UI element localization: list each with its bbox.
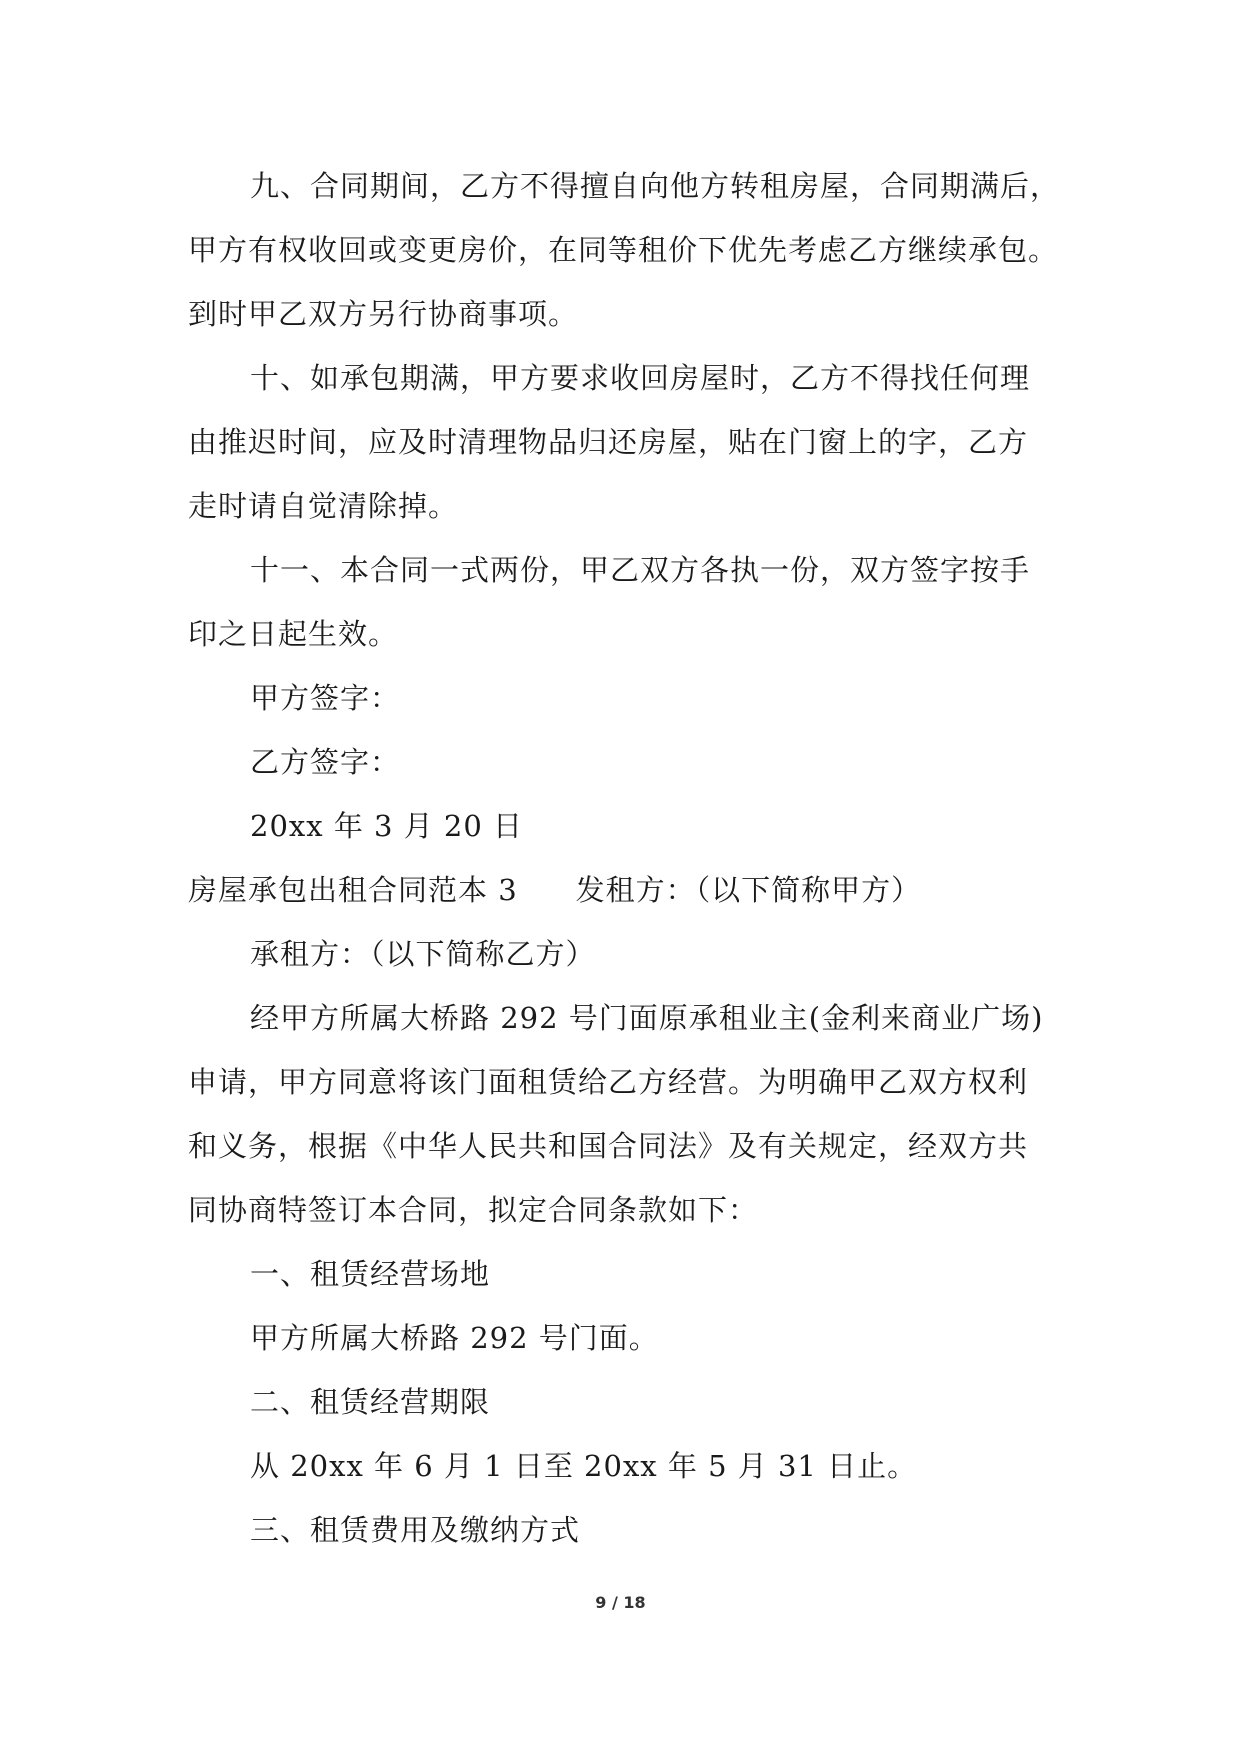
text-line: 十、如承包期满，甲方要求收回房屋时，乙方不得找任何理 — [250, 361, 1031, 395]
signing-date: 20xx 年 3 月 20 日 — [250, 809, 524, 843]
text-line: 十一、本合同一式两份，甲乙双方各执一份，双方签字按手 — [250, 553, 1031, 587]
lessee-label: 承租方：（以下简称乙方） — [250, 937, 596, 971]
text-line: 从 20xx 年 6 月 1 日至 20xx 年 5 月 31 日止。 — [250, 1449, 918, 1483]
text-line: 甲方所属大桥路 292 号门面。 — [250, 1321, 659, 1355]
section-heading-line — [188, 870, 921, 910]
signature-label-party-b: 乙方签字： — [250, 745, 401, 779]
clause-heading: 三、租赁费用及缴纳方式 — [250, 1513, 581, 1547]
section-title: 房屋承包出租合同范本 3 — [188, 873, 518, 907]
text-line: 同协商特签订本合同，拟定合同条款如下： — [188, 1193, 759, 1227]
text-line: 甲方有权收回或变更房价，在同等租价下优先考虑乙方继续承包。 — [188, 233, 1059, 267]
text-line: 九、合同期间，乙方不得擅自向他方转租房屋，合同期满后， — [250, 169, 1061, 203]
page-number: 9 / 18 — [595, 1593, 646, 1612]
lessor-label: 发租方：（以下简称甲方） — [575, 873, 922, 907]
signature-label-party-a: 甲方签字： — [250, 681, 401, 715]
text-line: 到时甲乙双方另行协商事项。 — [188, 297, 579, 331]
clause-heading: 一、租赁经营场地 — [250, 1257, 491, 1291]
text-line: 由推迟时间，应及时清理物品归还房屋，贴在门窗上的字，乙方 — [188, 425, 1029, 459]
text-line: 和义务，根据《中华人民共和国合同法》及有关规定，经双方共 — [188, 1129, 1029, 1163]
text-line: 印之日起生效。 — [188, 617, 399, 651]
text-line: 经甲方所属大桥路 292 号门面原承租业主(金利来商业广场) — [250, 1001, 1044, 1035]
text-line: 申请，甲方同意将该门面租赁给乙方经营。为明确甲乙双方权利 — [188, 1065, 1029, 1099]
text-line: 走时请自觉清除掉。 — [188, 489, 459, 523]
clause-heading: 二、租赁经营期限 — [250, 1385, 491, 1419]
